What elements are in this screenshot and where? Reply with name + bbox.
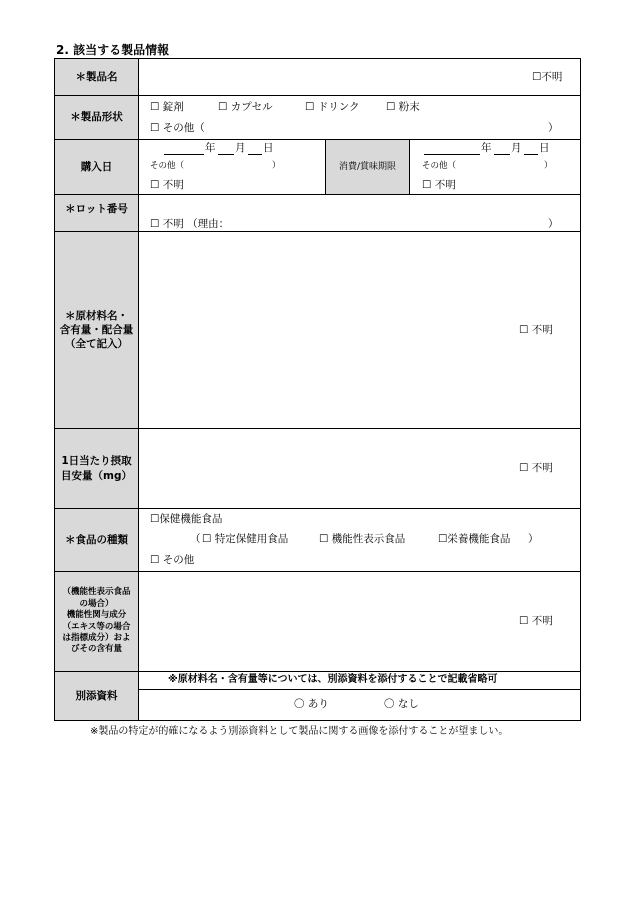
form-other-close-paren: ）	[548, 122, 559, 134]
daily-intake-label	[55, 429, 138, 508]
attachment-note: ※原材料名・含有量等については、別添資料を添付することで記載省略可	[168, 674, 498, 685]
expiry-year-unit: 年	[481, 142, 492, 154]
purchase-year-unit: 年	[205, 142, 216, 154]
product-form-label: ＊製品形状	[55, 96, 138, 139]
ingredients-label-line-3: （全て記入）	[65, 338, 128, 351]
purchase-other-close-paren: ）	[272, 161, 281, 171]
row-divider	[54, 508, 581, 509]
form-capsule-checkbox[interactable]: ☐ カプセル	[218, 101, 273, 113]
functional-label	[55, 572, 138, 671]
functional-label-line-3: 機能性関与成分	[66, 610, 127, 621]
functional-claim-checkbox[interactable]: ☐ 機能性表示食品	[319, 533, 406, 545]
row-divider	[138, 689, 581, 690]
product-info-table	[54, 58, 581, 721]
purchase-date-label: 購入日	[55, 140, 138, 194]
purchase-day-unit: 日	[263, 142, 274, 154]
column-divider	[409, 139, 410, 195]
functional-label-line-6: びその含有量	[70, 644, 122, 655]
row-divider	[54, 95, 581, 96]
row-divider	[54, 231, 581, 232]
food-type-open-paren: （	[190, 533, 201, 545]
daily-intake-label-line-2: 目安量（mg）	[61, 469, 132, 482]
lot-unknown-reason-checkbox[interactable]: ☐ 不明 （理由：	[150, 218, 230, 230]
row-divider	[54, 571, 581, 572]
purchase-year-line[interactable]	[164, 154, 204, 155]
expiry-label: 消費/賞味期限	[326, 140, 409, 194]
expiry-day-line[interactable]	[524, 154, 538, 155]
footnote: ※製品の特定が的確になるよう別添資料として製品に関する画像を添付することが望ましい。	[90, 726, 509, 737]
food-type-close-paren: ）	[528, 533, 539, 545]
food-type-label: ＊食品の種類	[55, 509, 138, 571]
table-border-bottom	[54, 720, 581, 721]
column-divider	[138, 58, 139, 721]
table-border-right	[580, 58, 581, 721]
table-border-top	[54, 58, 581, 59]
daily-intake-unknown-checkbox[interactable]: ☐ 不明	[519, 462, 553, 474]
expiry-year-line[interactable]	[424, 154, 480, 155]
expiry-other-label[interactable]: その他（	[422, 161, 457, 171]
ingredients-label-line-2: 含有量・配合量	[59, 323, 134, 336]
expiry-day-unit: 日	[539, 142, 550, 154]
health-food-checkbox[interactable]: ☐保健機能食品	[150, 513, 223, 525]
table-border-left	[54, 58, 55, 721]
attachment-yes-radio[interactable]: 〇 あり	[294, 698, 329, 710]
expiry-other-close-paren: ）	[544, 161, 553, 171]
ingredients-unknown-checkbox[interactable]: ☐ 不明	[519, 324, 553, 336]
row-divider	[54, 139, 581, 140]
column-divider	[325, 139, 326, 195]
row-divider	[54, 671, 581, 672]
nutrient-function-checkbox[interactable]: ☐栄養機能食品	[438, 533, 511, 545]
form-other-checkbox[interactable]: ☐ その他（	[150, 122, 205, 134]
purchase-unknown-checkbox[interactable]: ☐ 不明	[150, 179, 184, 191]
functional-label-line-1: （機能性表示食品	[62, 587, 131, 598]
functional-label-line-4: （エキス等の場合	[62, 621, 131, 632]
expiry-month-line[interactable]	[494, 154, 510, 155]
expiry-month-unit: 月	[511, 142, 522, 154]
daily-intake-label-line-1: 1日当たり摂取	[61, 455, 132, 468]
ingredients-label-line-1: ＊原材料名・	[65, 309, 128, 322]
attachment-label: 別添資料	[55, 672, 138, 720]
purchase-day-line[interactable]	[248, 154, 262, 155]
section-title: 2. 該当する製品情報	[56, 43, 170, 57]
form-powder-checkbox[interactable]: ☐ 粉末	[386, 101, 420, 113]
purchase-month-line[interactable]	[218, 154, 234, 155]
row-divider	[54, 194, 581, 195]
purchase-other-label[interactable]: その他（	[150, 161, 185, 171]
lot-number-label: ＊ロット番号	[55, 195, 138, 231]
attachment-no-radio[interactable]: 〇 なし	[384, 698, 419, 710]
form-drink-checkbox[interactable]: ☐ ドリンク	[305, 101, 360, 113]
purchase-month-unit: 月	[235, 142, 246, 154]
product-name-label: ＊製品名	[55, 59, 138, 95]
functional-label-line-5: は指標成分）およ	[62, 632, 131, 643]
row-divider	[54, 428, 581, 429]
food-type-other-checkbox[interactable]: ☐ その他	[150, 554, 195, 566]
foshu-checkbox[interactable]: ☐ 特定保健用食品	[202, 533, 289, 545]
functional-label-line-2: の場合）	[79, 598, 114, 609]
lot-reason-close-paren: ）	[548, 218, 559, 230]
expiry-unknown-checkbox[interactable]: ☐ 不明	[422, 179, 456, 191]
form-tablet-checkbox[interactable]: ☐ 錠剤	[150, 101, 184, 113]
ingredients-label	[55, 232, 138, 428]
product-name-unknown-checkbox[interactable]: ☐不明	[532, 71, 563, 83]
functional-unknown-checkbox[interactable]: ☐ 不明	[519, 615, 553, 627]
